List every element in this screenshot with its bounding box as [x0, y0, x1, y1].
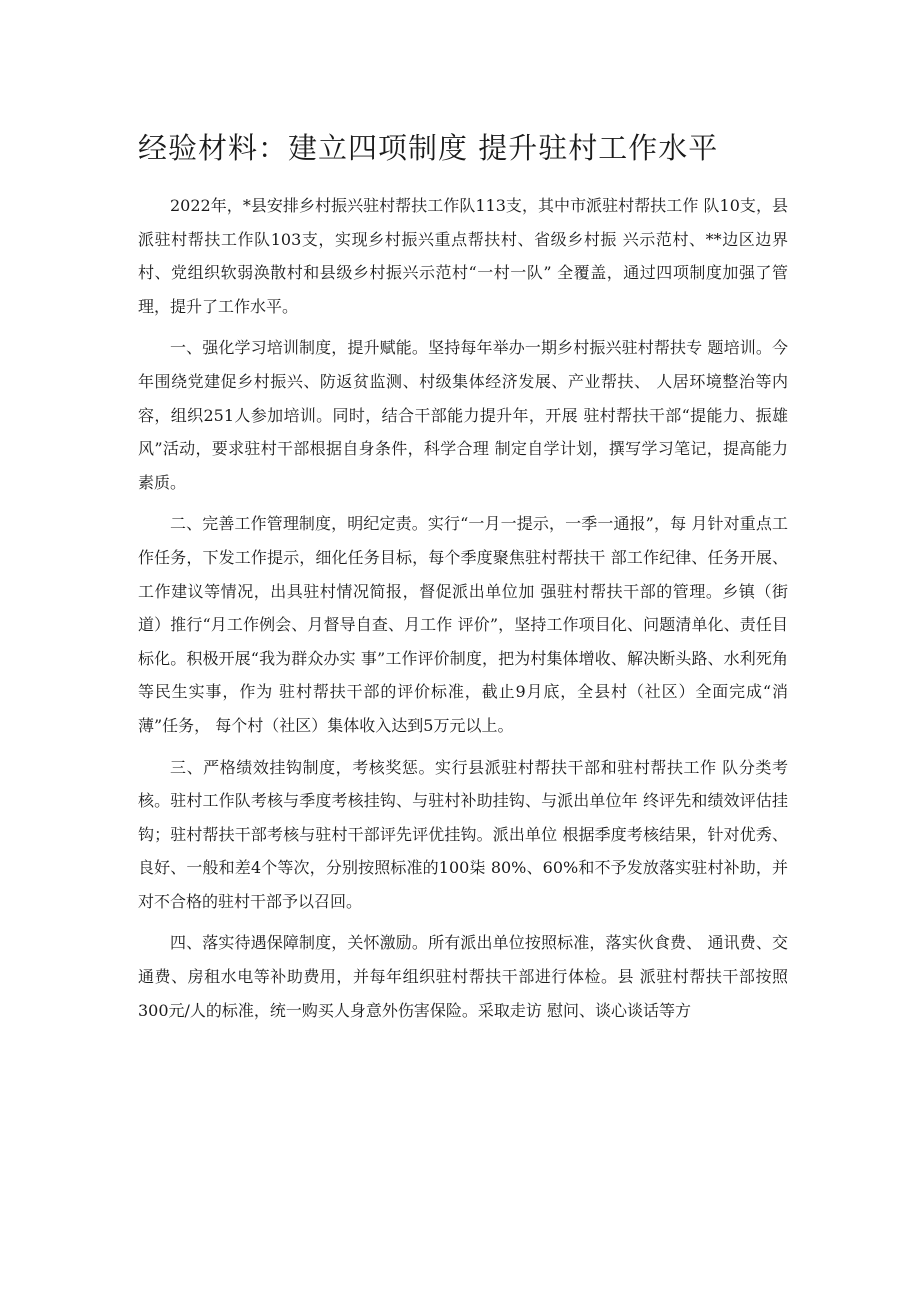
paragraph-intro: 2022年，*县安排乡村振兴驻村帮扶工作队113支，其中市派驻村帮扶工作 队10支，县派驻村帮扶工作队103支，实现乡村振兴重点帮扶村、省级乡村振 兴示范村、**边区边界村、党组织软弱涣散村和县级乡村振兴示范村“一村一队” 全覆盖，通过四项制度加强了管理，提升了工作水平。: [138, 196, 788, 316]
paragraph-performance-system: 三、严格绩效挂钩制度，考核奖惩。实行县派驻村帮扶干部和驻村帮扶工作 队分类考核。驻村工作队考核与季度考核挂钩、与驻村补助挂钩、与派出单位年 终评先和绩效评估挂钩；驻村帮扶干部考核与驻村干部评先评优挂钩。派出单位 根据季度考核结果，针对优秀、良好、一般和差4个等次，分别按照标准的100柒 80%、60%和不予发放落实驻村补助，并对不合格的驻村干部予以召回。: [138, 757, 788, 911]
document-title: 经验材料：建立四项制度 提升驻村工作水平: [138, 131, 719, 165]
paragraph-training-system: 一、强化学习培训制度，提升赋能。坚持每年举办一期乡村振兴驻村帮扶专 题培训。今年围绕党建促乡村振兴、防返贫监测、村级集体经济发展、产业帮扶、 人居环境整治等内容，组织251人参加培训。同时，结合干部能力提升年，开展 驻村帮扶干部“提能力、振雄风”活动，要求驻村干部根据自身条件，科学合理 制定自学计划，撰写学习笔记，提高能力素质。: [138, 338, 788, 492]
paragraph-management-system: 二、完善工作管理制度，明纪定责。实行“一月一提示，一季一通报”，每 月针对重点工作任务，下发工作提示，细化任务目标，每个季度聚焦驻村帮扶干 部工作纪律、任务开展、工作建议等情况，出具驻村情况简报，督促派出单位加 强驻村帮扶干部的管理。乡镇（街道）推行“月工作例会、月督导自查、月工作 评价”，坚持工作项目化、问题清单化、责任目标化。积极开展“我为群众办实 事”工作评价制度，把为村集体增收、解决断头路、水利死角等民生实事，作为 驻村帮扶干部的评价标准，截止9月底，全县村（社区）全面完成“消薄”任务， 每个村（社区）集体收入达到5万元以上。: [138, 514, 788, 735]
document-body: [138, 189, 788, 1035]
paragraph-welfare-system: 四、落实待遇保障制度，关怀激励。所有派出单位按照标准，落实伙食费、 通讯费、交通费、房租水电等补助费用，并每年组织驻村帮扶干部进行体检。县 派驻村帮扶干部按照300元/人的标准，统一购买人身意外伤害保险。采取走访 慰问、谈心谈话等方: [138, 933, 788, 1020]
